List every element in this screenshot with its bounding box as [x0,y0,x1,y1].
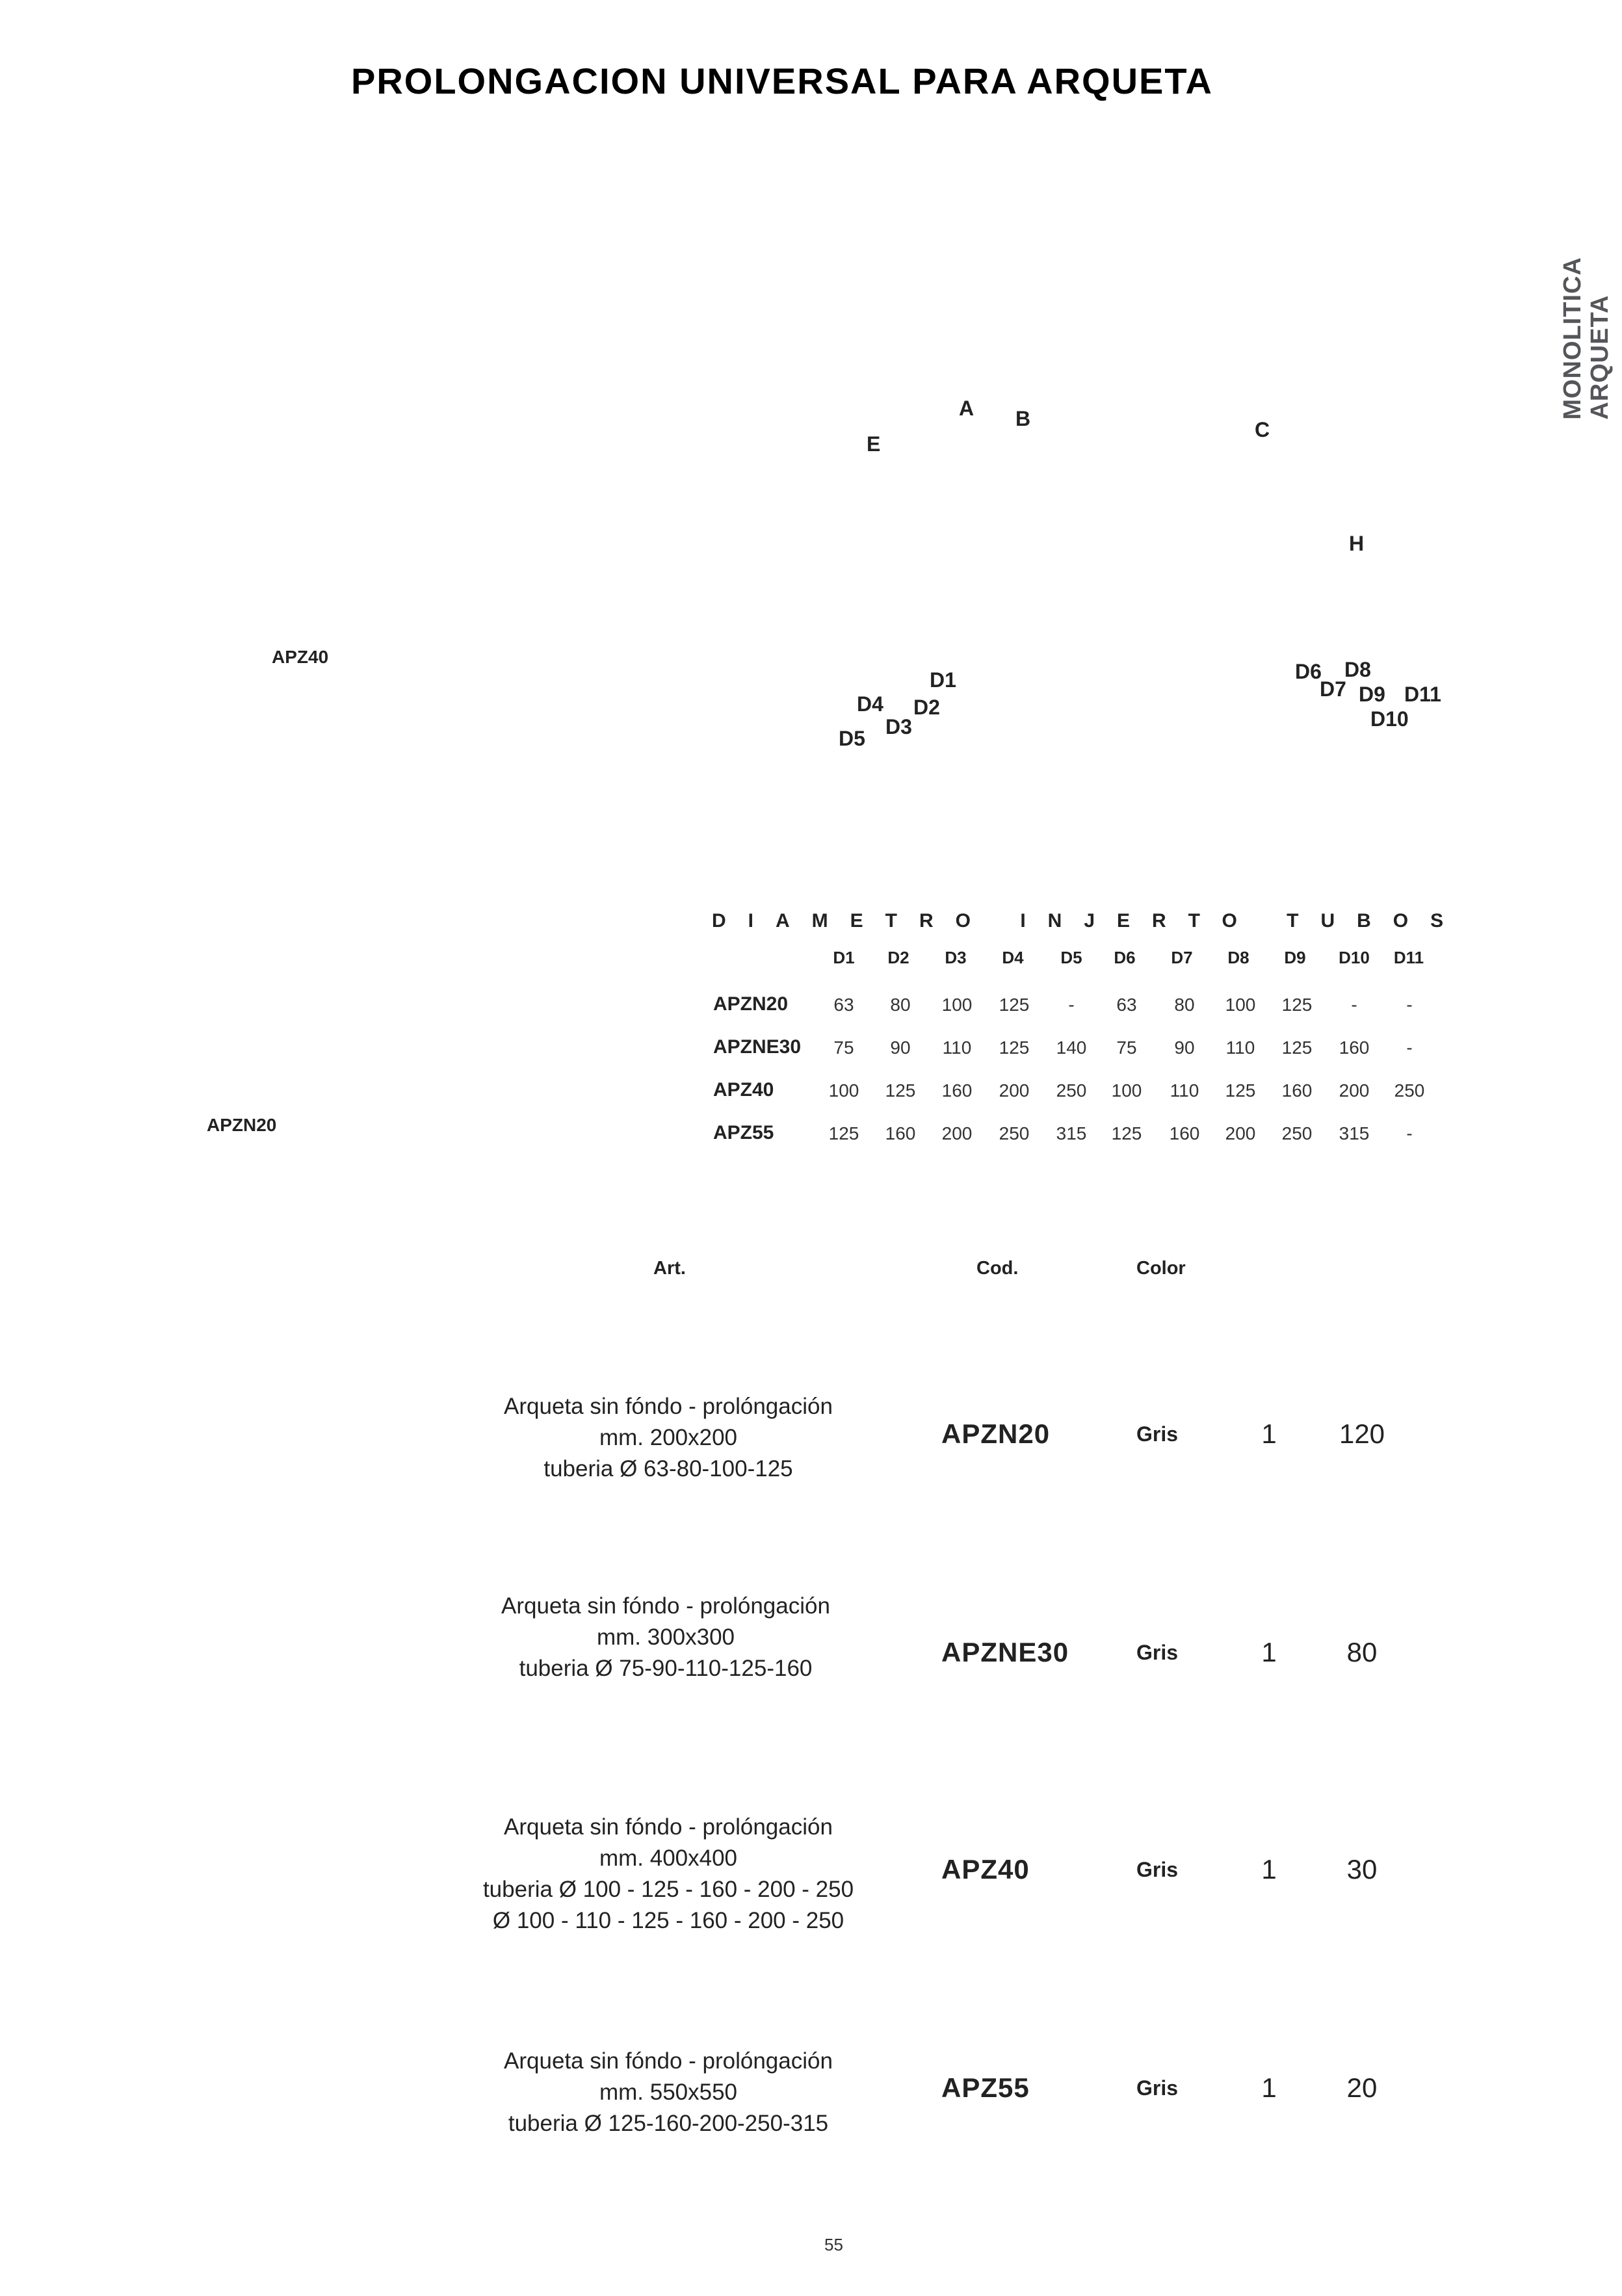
dimension-label-d1: D1 [930,668,956,692]
dimension-label-c: C [1255,418,1270,441]
dimension-label-d5: D5 [839,727,865,750]
dimension-label-e: E [867,432,881,456]
diameter-cell: 125 [1281,995,1313,1015]
product-description [432,1591,900,1684]
dimension-label-d10: D10 [1370,707,1409,731]
diameter-cell: 250 [1394,1080,1425,1101]
diameter-row-code: APZ55 [713,1122,774,1143]
description-line: mm. 550x550 [599,2080,738,2105]
diameter-cell: - [1406,995,1413,1015]
product-color: Gris [1136,1422,1179,1446]
diameter-cell: 125 [1281,1037,1313,1058]
product-pack: 120 [1339,1418,1385,1449]
diameter-row-code: APZNE30 [713,1036,802,1058]
product-qty: 1 [1261,1637,1277,1667]
description-line: Ø 100 - 110 - 125 - 160 - 200 - 250 [492,1908,844,1933]
description-line: mm. 200x200 [599,1425,738,1450]
diameter-cell: 80 [890,995,911,1015]
diameter-col-header: D10 [1339,948,1370,967]
diameter-col-header: D7 [1171,948,1193,967]
dimension-label-d4: D4 [857,692,883,716]
diameter-cell: - [1406,1037,1413,1058]
diameter-col-header: D2 [887,948,909,967]
product-description [434,1812,902,1937]
page-title: PROLONGACION UNIVERSAL PARA ARQUETA [351,60,1213,101]
diameter-cell: 90 [1174,1037,1195,1058]
diameter-cell: 100 [1225,995,1256,1015]
description-line: Arqueta sin fóndo - prolóngación [504,1394,833,1419]
product-pack: 20 [1346,2072,1378,2103]
product-color: Gris [1136,2076,1179,2100]
product-code: APZN20 [941,1418,1051,1449]
diameter-cell: 160 [885,1123,916,1143]
product-header-color: Color [1136,1258,1186,1279]
diameter-cell: 250 [1056,1080,1087,1101]
diameter-cell: 200 [941,1123,973,1143]
product-color: Gris [1136,1641,1179,1664]
product-label-apzn20: APZN20 [207,1115,277,1135]
diameter-cell: 100 [1111,1080,1142,1101]
page-number: 55 [824,2235,843,2254]
dimension-label-d6: D6 [1295,660,1322,683]
diameter-row-code: APZ40 [713,1079,774,1101]
diameter-col-header: D3 [945,948,967,967]
diameter-row-code: APZN20 [713,993,789,1015]
dimension-label-b: B [1015,407,1031,430]
product-label-apz40: APZ40 [272,647,329,667]
diameter-cell: 160 [1339,1037,1370,1058]
product-qty: 1 [1261,2072,1277,2103]
description-line: Arqueta sin fóndo - prolóngación [504,1814,833,1840]
side-tab-line1: ARQUETA [1586,294,1614,420]
diameter-cell: 315 [1339,1123,1370,1143]
diameter-cell: 110 [1225,1037,1255,1058]
product-code: APZNE30 [941,1637,1069,1667]
diameter-cell: 250 [999,1123,1030,1143]
diameter-cell: - [1351,995,1357,1015]
diameter-table-title: DIAMETRO INJERTO TUBOS [712,910,1466,932]
description-line: Arqueta sin fóndo - prolóngación [504,2048,833,2074]
diameter-cell: 160 [1169,1123,1200,1143]
dimension-label-d8: D8 [1344,658,1371,681]
diameter-col-header: D1 [833,948,855,967]
diameter-cell: 63 [1116,995,1137,1015]
diameter-cell: 110 [942,1037,972,1058]
diameter-col-header: D4 [1002,948,1024,967]
diameter-cell: 250 [1281,1123,1313,1143]
description-line: tuberia Ø 63-80-100-125 [543,1456,793,1481]
diameter-cell: 125 [999,995,1030,1015]
dimension-label-d3: D3 [885,715,912,738]
diameter-col-header: D9 [1284,948,1306,967]
product-color: Gris [1136,1858,1179,1881]
diameter-cell: 160 [1281,1080,1313,1101]
description-line: tuberia Ø 75-90-110-125-160 [519,1656,813,1681]
product-qty: 1 [1261,1854,1277,1885]
dimension-label-h: H [1349,532,1365,555]
description-line: tuberia Ø 125-160-200-250-315 [508,2111,829,2136]
dimension-label-d7: D7 [1320,677,1346,701]
diameter-cell: 125 [1225,1080,1256,1101]
product-description [434,2046,902,2139]
diameter-col-header: D8 [1227,948,1249,967]
diameter-cell: 63 [833,995,854,1015]
product-pack: 80 [1346,1637,1378,1667]
side-tab-line2: MONOLITICA [1559,256,1586,420]
product-description [434,1391,902,1485]
diameter-cell: 75 [833,1037,854,1058]
dimension-label-d11: D11 [1404,683,1441,706]
diameter-cell: 80 [1174,995,1195,1015]
product-header-cod: Cod. [976,1258,1019,1279]
diameter-cell: 125 [999,1037,1030,1058]
description-line: mm. 300x300 [596,1624,735,1650]
product-qty: 1 [1261,1418,1277,1449]
diameter-cell: 100 [941,995,973,1015]
diameter-cell: 110 [1170,1080,1199,1101]
description-line: tuberia Ø 100 - 125 - 160 - 200 - 250 [482,1877,854,1902]
product-code: APZ55 [941,2072,1030,2103]
diameter-cell: 200 [1225,1123,1256,1143]
diameter-cell: 140 [1056,1037,1087,1058]
diameter-cell: 125 [885,1080,916,1101]
product-header-art: Art. [653,1258,686,1279]
diameter-cell: 160 [941,1080,973,1101]
diameter-col-header: D5 [1060,948,1082,967]
diameter-cell: 125 [828,1123,859,1143]
diameter-cell: 75 [1116,1037,1137,1058]
product-pack: 30 [1346,1854,1378,1885]
diameter-cell: 200 [1339,1080,1370,1101]
diameter-cell: 315 [1056,1123,1087,1143]
diameter-col-header: D11 [1393,948,1424,967]
dimension-label-d2: D2 [913,696,940,719]
description-line: mm. 400x400 [599,1846,738,1871]
diameter-col-header: D6 [1114,948,1136,967]
description-line: Arqueta sin fóndo - prolóngación [501,1593,830,1619]
diameter-cell: - [1068,995,1075,1015]
diameter-cell: 100 [828,1080,859,1101]
product-code: APZ40 [941,1854,1030,1885]
diameter-cell: - [1406,1123,1413,1143]
diameter-cell: 200 [999,1080,1030,1101]
diameter-cell: 90 [890,1037,911,1058]
dimension-label-a: A [959,397,975,420]
section-side-tab [1557,256,1615,420]
diameter-cell: 125 [1111,1123,1142,1143]
dimension-label-d9: D9 [1359,683,1385,706]
